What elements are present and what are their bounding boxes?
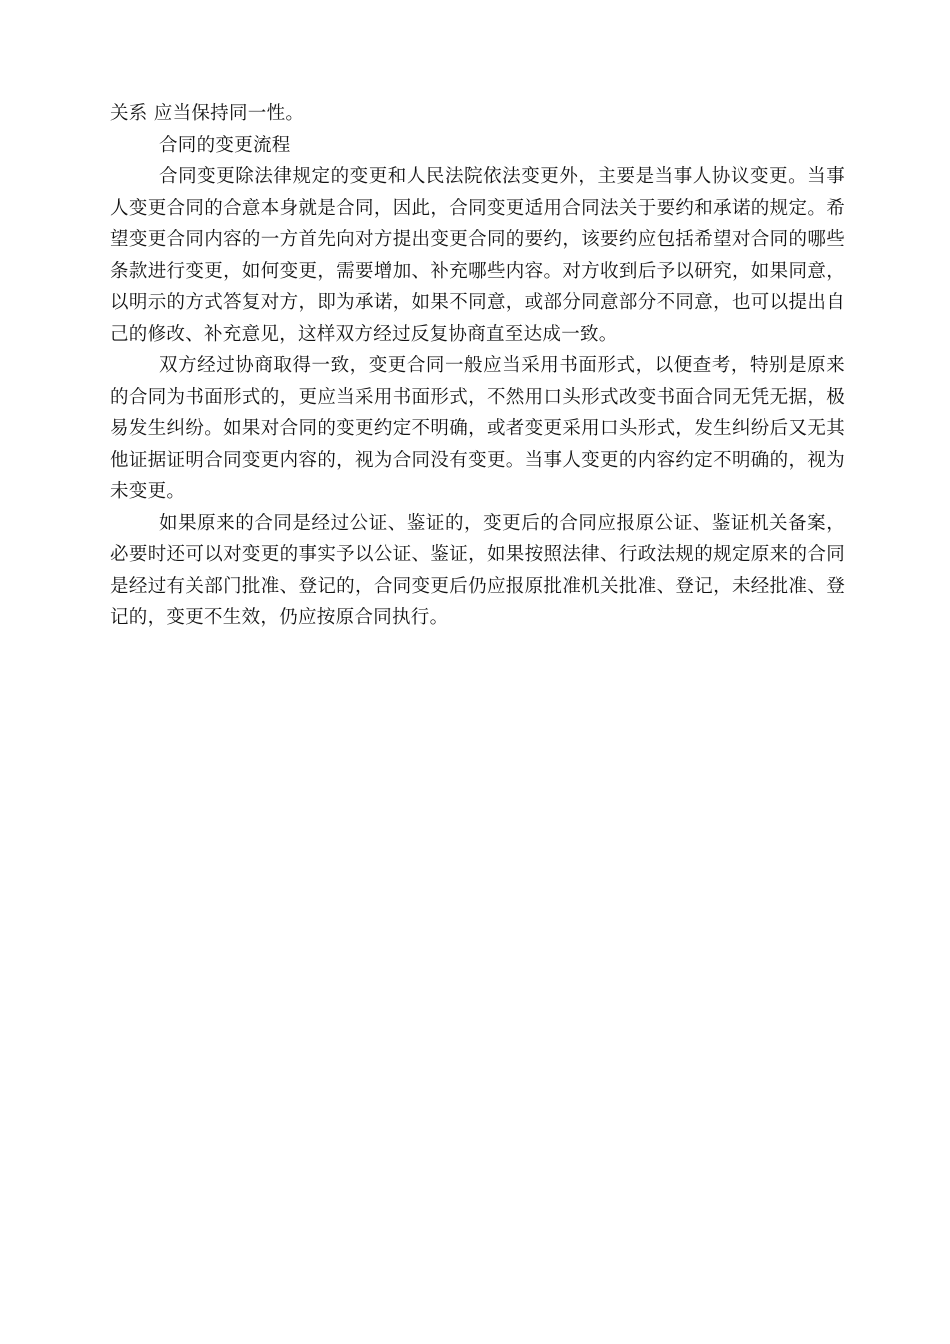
paragraph-notarization: 如果原来的合同是经过公证、鉴证的，变更后的合同应报原公证、鉴证机关备案，必要时还可以对变更的事实予以公证、鉴证，如果按照法律、行政法规的规定原来的合同是经过有关部门批准、登记的，合同变更后仍应报原批准机关批准、登记，未经批准、登记的，变更不生效，仍应按原合同执行。	[110, 512, 845, 628]
paragraph-continuation: 关系 应当保持同一性。	[110, 103, 305, 124]
paragraph-change-process: 合同变更除法律规定的变更和人民法院依法变更外，主要是当事人协议变更。当事人变更合同的合意本身就是合同，因此，合同变更适用合同法关于要约和承诺的规定。希望变更合同内容的一方首先向对方提出变更合同的要约，该要约应包括希望对合同的哪些条款进行变更，如何变更，需要增加、补充哪些内容。对方收到后予以研究，如果同意，以明示的方式答复对方，即为承诺，如果不同意，或部分同意部分不同意，也可以提出自己的修改、补充意见，这样双方经过反复协商直至达成一致。	[110, 166, 845, 345]
section-heading: 合同的变更流程	[159, 134, 291, 156]
paragraph-written-form: 双方经过协商取得一致，变更合同一般应当采用书面形式，以便查考，特别是原来的合同为书面形式的，更应当采用书面形式，不然用口头形式改变书面合同无凭无据，极易发生纠纷。如果对合同的变更约定不明确，或者变更采用口头形式，发生纠纷后又无其他证据证明合同变更内容的，视为合同没有变更。当事人变更的内容约定不明确的，视为未变更。	[110, 355, 845, 502]
document-body	[110, 98, 845, 634]
